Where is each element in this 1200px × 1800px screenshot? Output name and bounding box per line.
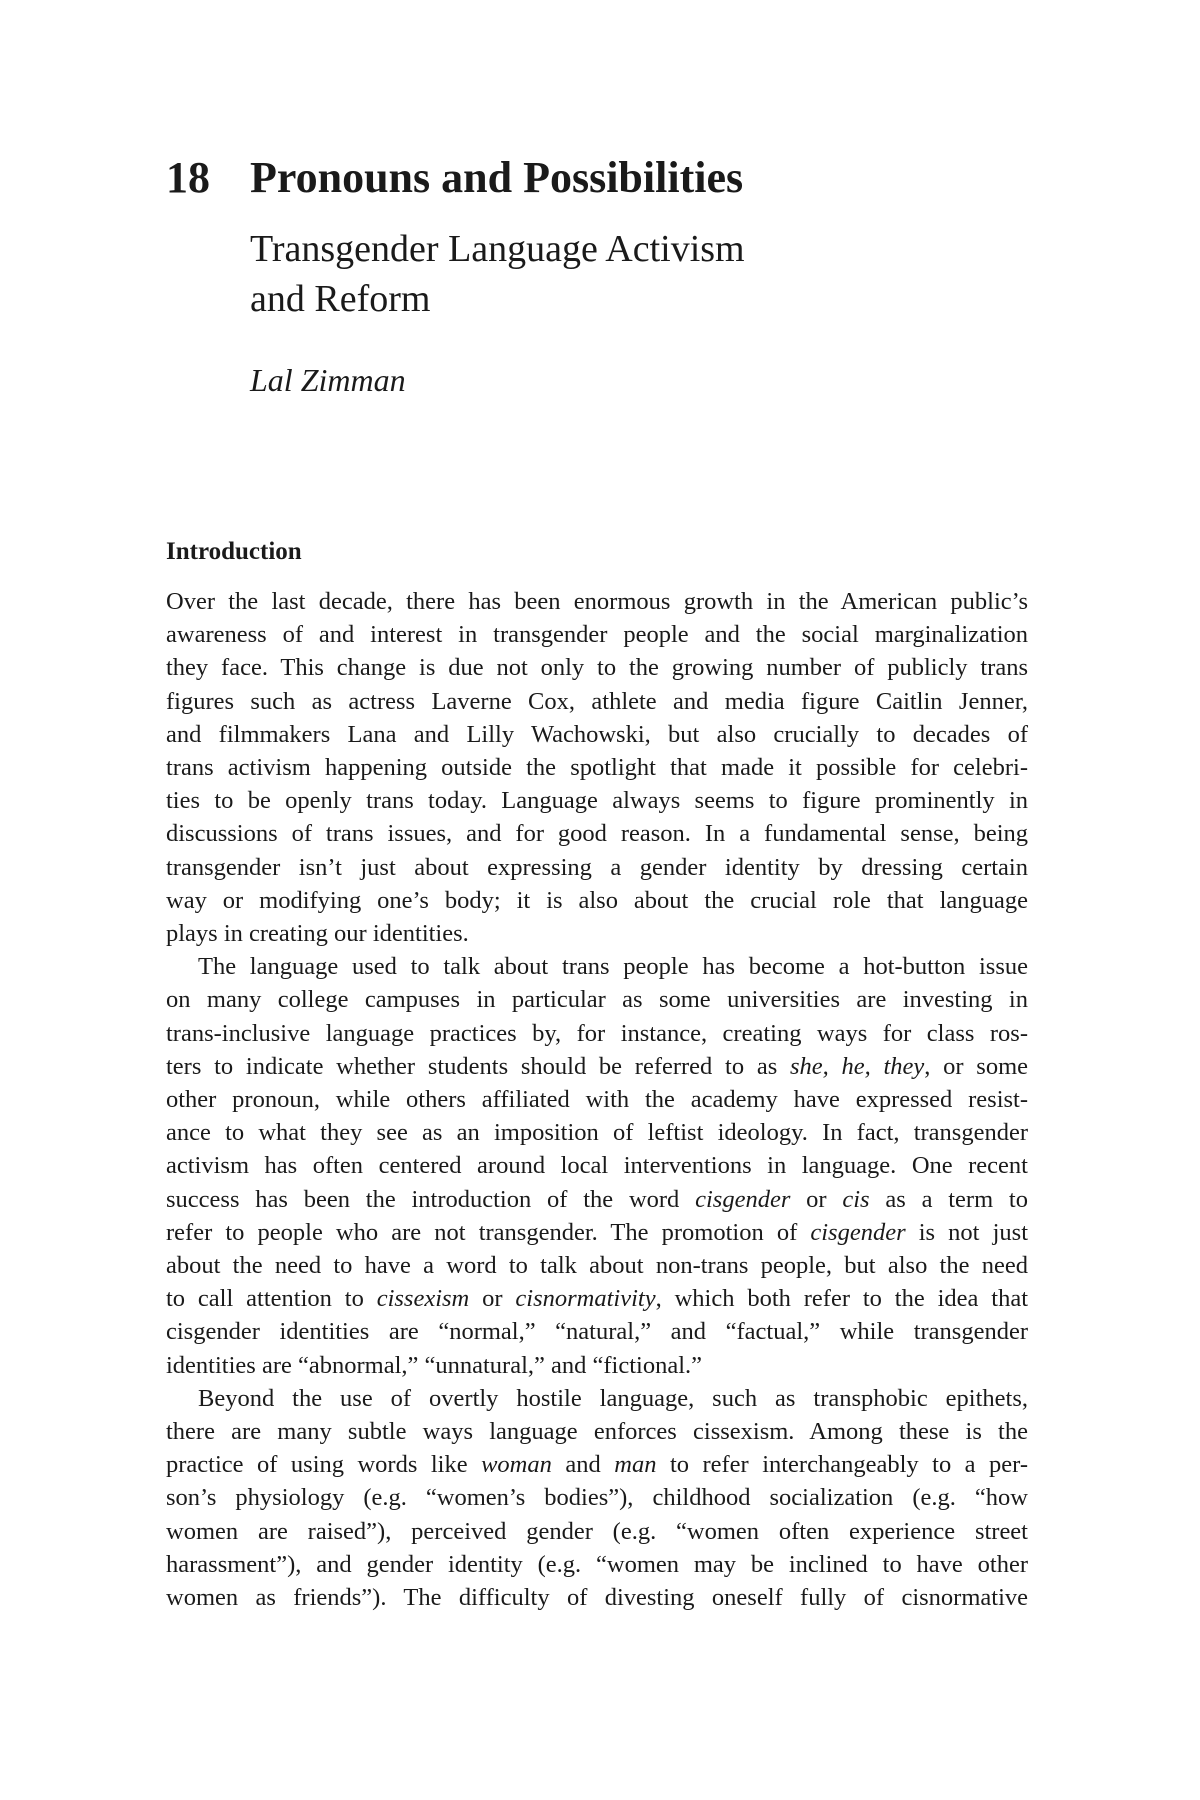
text-segment: , or some	[924, 1052, 1028, 1080]
chapter-number: 18	[166, 153, 210, 202]
text-segment: The language used to talk about trans people has become a hot-button issue	[198, 953, 1028, 981]
text-line	[166, 817, 1028, 850]
paragraph	[166, 1382, 1028, 1614]
text-segment: trans activism happening outside the spotlight that made it possible for celebri-	[166, 754, 1028, 782]
text-segment: is not just	[905, 1218, 1029, 1246]
chapter-heading	[166, 150, 1066, 206]
text-segment: or	[469, 1285, 516, 1313]
paragraph	[166, 585, 1028, 950]
text-line	[166, 1515, 1028, 1548]
text-line	[166, 784, 1028, 817]
text-line	[166, 751, 1028, 784]
text-segment: plays in creating our identities.	[166, 920, 469, 948]
text-segment: to call attention to	[166, 1285, 377, 1313]
text-line	[166, 1149, 1028, 1182]
text-segment: other pronoun, while others affiliated with the academy have expressed resist-	[166, 1086, 1028, 1114]
italic-term: cissexism	[376, 1285, 470, 1313]
section-heading: Introduction	[166, 538, 302, 565]
text-segment: ters to indicate whether students should be referred to as	[166, 1052, 790, 1080]
text-segment: discussions of trans issues, and for good reason. In a fundamental sense, being	[166, 820, 1028, 848]
text-segment: or	[790, 1185, 843, 1213]
text-line	[166, 618, 1028, 651]
text-segment: they face. This change is due not only to the growing number of publicly trans	[166, 654, 1028, 682]
text-segment: figures such as actress Laverne Cox, athlete and media figure Caitlin Jenner,	[166, 687, 1028, 715]
text-segment: to refer interchangeably to a per-	[656, 1451, 1028, 1479]
text-line	[166, 950, 1028, 983]
text-segment: Beyond the use of overtly hostile language, such as transphobic epithets,	[198, 1384, 1028, 1412]
text-segment: cisgender identities are “normal,” “natural,” and “factual,” while transgender	[166, 1318, 1028, 1346]
text-segment: ties to be openly trans today. Language always seems to figure prominently in	[166, 787, 1028, 815]
paragraph	[166, 950, 1028, 1382]
text-line	[166, 884, 1028, 917]
chapter-title: Pronouns and Possibilities	[250, 153, 744, 202]
text-segment: success has been the introduction of the word	[166, 1185, 696, 1213]
text-segment: refer to people who are not transgender. The promotion of	[166, 1218, 811, 1246]
text-segment: activism has often centered around local interventions in language. One recent	[166, 1152, 1028, 1180]
text-line	[166, 1116, 1028, 1149]
italic-term: cisgender	[810, 1218, 906, 1246]
text-line	[166, 1083, 1028, 1116]
text-segment: identities are “abnormal,” “unnatural,” and “fictional.”	[166, 1351, 703, 1379]
text-line	[166, 1415, 1028, 1448]
text-line	[166, 1382, 1028, 1415]
italic-term: man	[614, 1451, 657, 1479]
text-line	[166, 1581, 1028, 1614]
text-line	[166, 1481, 1028, 1514]
text-line	[166, 1315, 1028, 1348]
text-segment: practice of using words like	[166, 1451, 482, 1479]
author-name: Lal Zimman	[250, 362, 406, 398]
text-segment: women as friends”). The difficulty of divesting oneself fully of cisnormative	[166, 1584, 1028, 1612]
text-segment: and	[551, 1451, 615, 1479]
text-line	[166, 1050, 1028, 1083]
text-line	[166, 851, 1028, 884]
text-line	[166, 718, 1028, 751]
subtitle-line: and Reform	[250, 278, 431, 320]
text-segment: as a term to	[869, 1185, 1028, 1213]
text-line	[166, 1216, 1028, 1249]
text-line	[166, 1282, 1028, 1315]
text-segment: , which both refer to the idea that	[655, 1285, 1028, 1313]
text-segment: there are many subtle ways language enforces cissexism. Among these is the	[166, 1418, 1028, 1446]
italic-term: cisnormativity	[515, 1285, 656, 1313]
italic-term: woman	[481, 1451, 552, 1479]
text-segment: son’s physiology (e.g. “women’s bodies”), childhood socialization (e.g. “how	[166, 1484, 1028, 1512]
chapter-subtitle	[250, 224, 950, 324]
text-line	[166, 1349, 1028, 1382]
italic-term: cis	[842, 1185, 870, 1213]
text-segment: women are raised”), perceived gender (e.g. “women often experience street	[166, 1517, 1028, 1545]
subtitle-line: Transgender Language Activism	[250, 228, 745, 270]
text-line	[166, 651, 1028, 684]
body-text	[166, 585, 1028, 1614]
text-line	[166, 1448, 1028, 1481]
text-line	[166, 1548, 1028, 1581]
text-line	[166, 983, 1028, 1016]
text-segment: Over the last decade, there has been enormous growth in the American public’s	[166, 588, 1028, 615]
text-segment: on many college campuses in particular as some universities are investing in	[166, 986, 1028, 1014]
text-line	[166, 685, 1028, 718]
text-segment: and filmmakers Lana and Lilly Wachowski, but also crucially to decades of	[166, 720, 1028, 748]
text-line	[166, 1017, 1028, 1050]
text-segment: trans-inclusive language practices by, for instance, creating ways for class ros-	[166, 1019, 1028, 1047]
text-segment: harassment”), and gender identity (e.g. “women may be inclined to have other	[166, 1550, 1028, 1578]
text-line	[166, 917, 1028, 950]
text-line	[166, 585, 1028, 618]
text-segment: awareness of and interest in transgender people and the social marginalization	[166, 621, 1028, 649]
text-segment: way or modifying one’s body; it is also about the crucial role that language	[166, 886, 1028, 914]
italic-term: cisgender	[695, 1185, 791, 1213]
text-line	[166, 1249, 1028, 1282]
text-segment: about the need to have a word to talk about non-trans people, but also the need	[166, 1252, 1028, 1280]
text-segment: ance to what they see as an imposition of leftist ideology. In fact, transgender	[166, 1119, 1028, 1147]
text-line	[166, 1183, 1028, 1216]
text-segment: transgender isn’t just about expressing a gender identity by dressing certain	[166, 853, 1028, 881]
italic-term: she, he, they	[789, 1052, 925, 1080]
